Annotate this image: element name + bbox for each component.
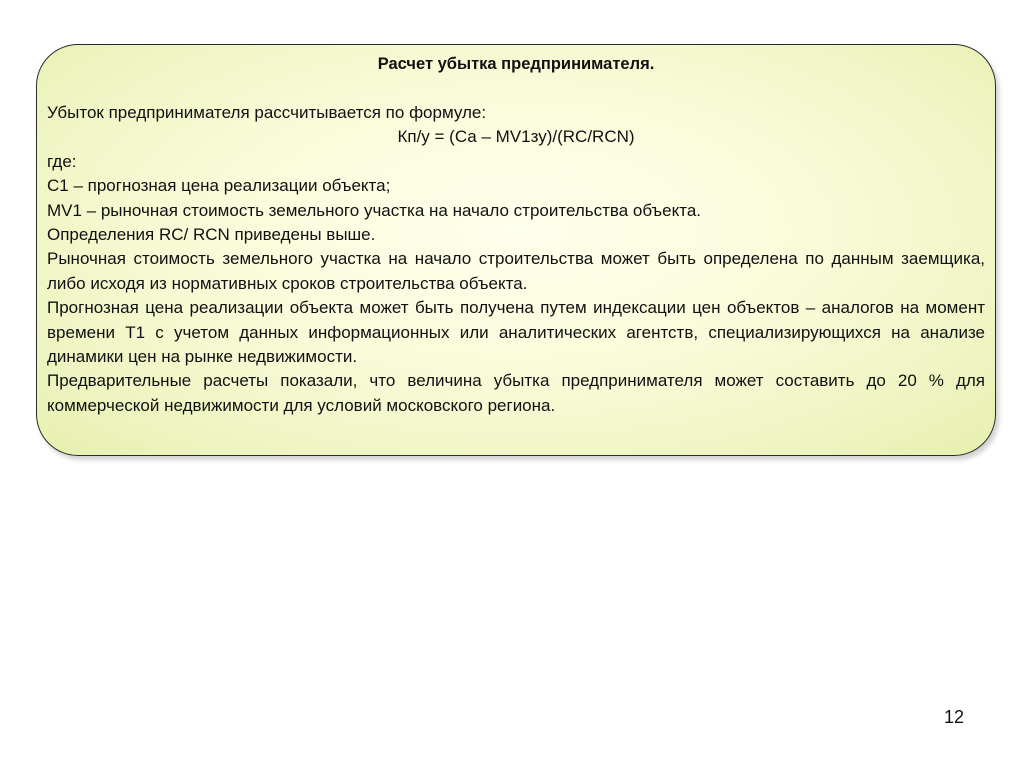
paragraph-forecast-price: Прогнозная цена реализации объекта может быть получена путем индексации цен объектов – аналогов на момент времени Т1 с учетом данных информационных или аналитических агентств, специализирующихся на анализе динамики цен на рынке недвижимости. bbox=[47, 298, 985, 367]
formula: Кп/у = (Са – MV1зу)/(RC/RCN) bbox=[397, 127, 635, 147]
paragraph-land-value: Рыночная стоимость земельного участка на начало строительства может быть определена по данным заемщика, либо исходя из нормативных сроков строительства объекта. bbox=[47, 249, 985, 293]
definition-rc-rcn: Определения RC/ RCN приведены выше. bbox=[47, 225, 376, 245]
page-number: 12 bbox=[943, 707, 964, 727]
formula-intro: Убыток предпринимателя рассчитывается по формуле: bbox=[47, 103, 487, 122]
where-label: где: bbox=[47, 151, 77, 171]
slide-title: Расчет убытка предпринимателя. bbox=[377, 55, 655, 73]
paragraph-preliminary-results: Предварительные расчеты показали, что величина убытка предпринимателя может составить до 20 % для коммерческой недвижимости для условий московского региона. bbox=[47, 371, 985, 415]
content-box bbox=[36, 44, 996, 456]
definition-c1: С1 – прогнозная цена реализации объекта; bbox=[47, 176, 391, 196]
definition-mv1: MV1 – рыночная стоимость земельного участка на начало строительства объекта. bbox=[47, 200, 702, 220]
